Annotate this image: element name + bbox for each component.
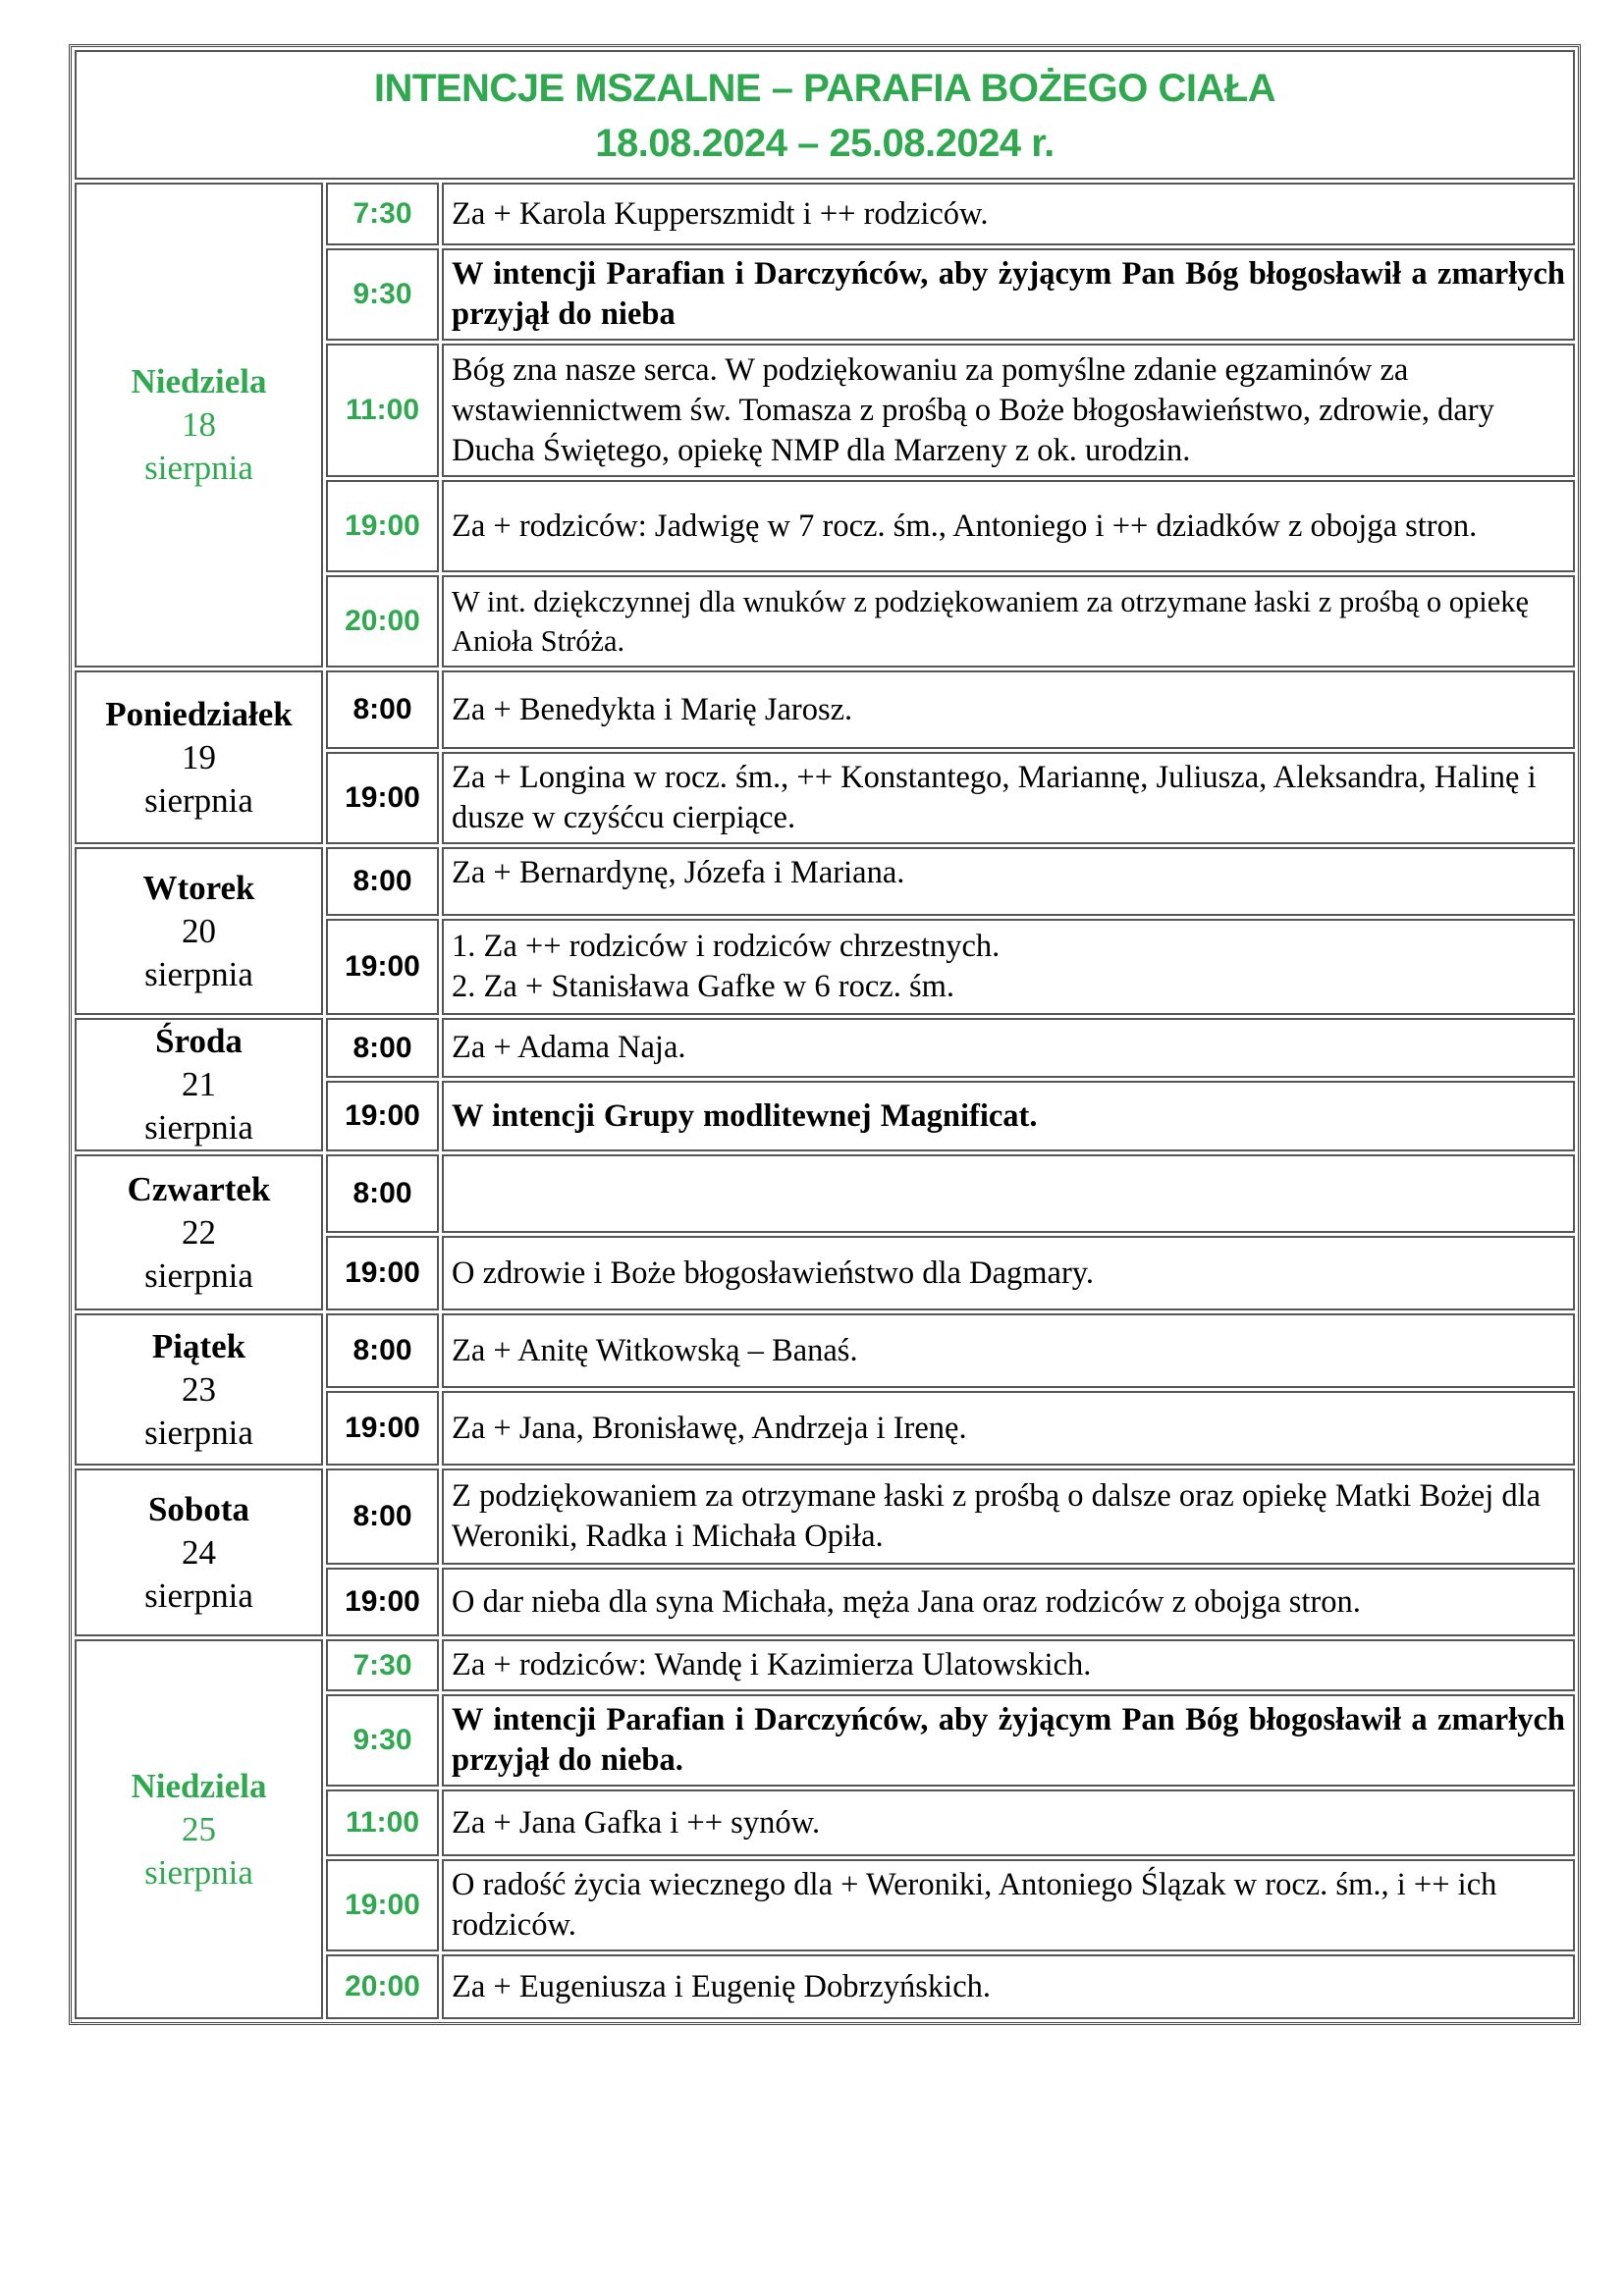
intention-line: Za + Adama Naja. (452, 1030, 686, 1066)
intention-line: Bóg zna nasze serca. W podziękowaniu za pomyślne zdanie egzaminów za wstawiennictwem św. Tomasza z prośbą o Boże błogosławieństwo, zdrowie, dary Ducha Świętego, opiekę NMP dla Marzeny z ok. urodzin. (452, 351, 1494, 468)
day-name: Sobota (147, 1489, 250, 1528)
day-name: Czwartek (127, 1169, 271, 1208)
intention-line: 2. Za + Stanisława Gafke w 6 rocz. śm. (452, 969, 955, 1004)
mass-row (75, 1018, 1575, 1078)
intention-line: Za + Benedykta i Marię Jarosz. (452, 691, 853, 727)
day-number: 25 (182, 1809, 216, 1848)
intention-line: Za + Anitę Witkowską – Banaś. (452, 1332, 858, 1368)
intention-line: Za + Longina w rocz. śm., ++ Konstantego, Mariannę, Juliusza, Aleksandra, Halinę i dusze w czyśćcu cierpiące. (452, 760, 1537, 835)
month-name: sierpnia (144, 1575, 253, 1615)
day-number: 18 (182, 405, 216, 444)
month-name: sierpnia (144, 1413, 253, 1452)
intention-text (442, 1154, 1575, 1233)
mass-row (75, 1154, 1575, 1233)
day-number: 19 (182, 737, 216, 776)
intention-line: W int. dziękczynnej dla wnuków z podziękowaniem za otrzymane łaski z prośbą o opiekę Anioła Stróża. (452, 585, 1530, 658)
day-name: Niedziela (131, 1766, 267, 1805)
month-name: sierpnia (144, 449, 253, 487)
mass-time: 8:00 (326, 1018, 439, 1078)
intention-text (442, 1018, 1575, 1078)
day-cell (75, 1154, 323, 1310)
mass-intentions-document (69, 44, 1581, 2025)
day-number: 21 (182, 1065, 216, 1103)
intention-line: O dar nieba dla syna Michała, męża Jana oraz rodziców z obojga stron. (452, 1583, 1361, 1620)
intention-line: Za + Jana, Bronisławę, Andrzeja i Irenę. (452, 1410, 967, 1446)
intention-text (442, 1081, 1575, 1151)
day-name: Wtorek (142, 868, 255, 907)
intention-text (442, 1391, 1575, 1466)
day-number: 23 (182, 1369, 216, 1409)
document-header (75, 50, 1575, 180)
intention-line: Z podziękowaniem za otrzymane łaski z prośbą o dalsze oraz opiekę Matki Bożej dla Weroniki, Radka i Michała Opiła. (452, 1478, 1542, 1554)
mass-time: 8:00 (326, 847, 439, 916)
intention-text (442, 1694, 1575, 1787)
mass-row (75, 1313, 1575, 1388)
mass-row (75, 670, 1575, 749)
mass-row (75, 1468, 1575, 1565)
month-name: sierpnia (144, 780, 253, 820)
intention-line: Za + Bernardynę, Józefa i Mariana. (452, 855, 905, 890)
header-row (75, 50, 1575, 180)
day-number: 24 (182, 1532, 216, 1572)
intention-text (442, 752, 1575, 844)
day-name: Piątek (151, 1326, 246, 1365)
day-cell (75, 1018, 323, 1151)
mass-time: 11:00 (326, 344, 439, 477)
intention-text (442, 1236, 1575, 1310)
intention-line: Za + Jana Gafka i ++ synów. (452, 1804, 821, 1841)
intention-line: W intencji Parafian i Darczyńców, aby żyjącym Pan Bóg błogosławił a zmarłych przyjął do nieba. (452, 1702, 1565, 1778)
intention-text (442, 248, 1575, 341)
intentions-table (72, 47, 1578, 2022)
day-name: Niedziela (131, 362, 267, 400)
day-cell (75, 1639, 323, 2019)
mass-time: 19:00 (326, 1859, 439, 1951)
mass-time: 7:30 (326, 1639, 439, 1691)
intention-text (442, 1639, 1575, 1691)
mass-time: 9:30 (326, 248, 439, 341)
mass-time: 8:00 (326, 1313, 439, 1388)
date-range: 18.08.2024 – 25.08.2024 r. (595, 122, 1055, 165)
mass-row (75, 183, 1575, 245)
month-name: sierpnia (144, 1255, 253, 1295)
month-name: sierpnia (144, 954, 253, 993)
mass-time: 19:00 (326, 752, 439, 844)
day-cell (75, 670, 323, 844)
intention-line: O zdrowie i Boże błogosławieństwo dla Dagmary. (452, 1255, 1095, 1291)
intention-text (442, 919, 1575, 1015)
intention-line: Za + Karola Kupperszmidt i ++ rodziców. (452, 195, 989, 232)
mass-time: 19:00 (326, 480, 439, 572)
intention-line: Za + rodziców: Wandę i Kazimierza Ulatowskich. (452, 1647, 1092, 1682)
mass-time: 19:00 (326, 1236, 439, 1310)
mass-row (75, 847, 1575, 916)
intention-text (442, 1313, 1575, 1388)
mass-time: 19:00 (326, 919, 439, 1015)
intention-line: O radość życia wiecznego dla + Weroniki, Antoniego Ślązak w rocz. śm., i ++ ich rodziców. (452, 1867, 1497, 1943)
intention-text (442, 183, 1575, 245)
intention-text (442, 480, 1575, 572)
intention-text (442, 670, 1575, 749)
month-name: sierpnia (144, 1108, 253, 1147)
mass-time: 11:00 (326, 1789, 439, 1856)
intention-line: Za + rodziców: Jadwigę w 7 rocz. śm., Antoniego i ++ dziadków z obojga stron. (452, 507, 1478, 544)
month-name: sierpnia (144, 1852, 253, 1892)
intention-text (442, 1568, 1575, 1636)
day-cell (75, 1313, 323, 1466)
intention-text (442, 1859, 1575, 1951)
mass-time: 20:00 (326, 1954, 439, 2019)
day-cell (75, 1468, 323, 1636)
intention-line: Za + Eugeniusza i Eugenię Dobrzyńskich. (452, 1968, 991, 2004)
day-number: 20 (182, 911, 216, 950)
day-name: Środa (155, 1022, 243, 1060)
mass-time: 19:00 (326, 1081, 439, 1151)
mass-time: 8:00 (326, 1468, 439, 1565)
intention-text (442, 575, 1575, 667)
mass-row (75, 1639, 1575, 1691)
page-title: INTENCJE MSZALNE – PARAFIA BOŻEGO CIAŁA (373, 67, 1276, 110)
intention-line: W intencji Parafian i Darczyńców, aby żyjącym Pan Bóg błogosławił a zmarłych przyjął do nieba (452, 256, 1565, 332)
intention-text (442, 344, 1575, 477)
intention-text (442, 1954, 1575, 2019)
day-cell (75, 847, 323, 1015)
mass-time: 7:30 (326, 183, 439, 245)
intention-line: 1. Za ++ rodziców i rodziców chrzestnych. (452, 929, 1001, 964)
intention-line: W intencji Grupy modlitewnej Magnificat. (452, 1097, 1038, 1134)
intention-text (442, 1789, 1575, 1856)
mass-time: 8:00 (326, 670, 439, 749)
mass-time: 19:00 (326, 1391, 439, 1466)
day-cell (75, 183, 323, 667)
mass-time: 19:00 (326, 1568, 439, 1636)
intention-text (442, 1468, 1575, 1565)
mass-time: 8:00 (326, 1154, 439, 1233)
mass-time: 20:00 (326, 575, 439, 667)
day-name: Poniedziałek (105, 694, 293, 733)
intention-text (442, 847, 1575, 916)
day-number: 22 (182, 1212, 216, 1252)
mass-time: 9:30 (326, 1694, 439, 1787)
